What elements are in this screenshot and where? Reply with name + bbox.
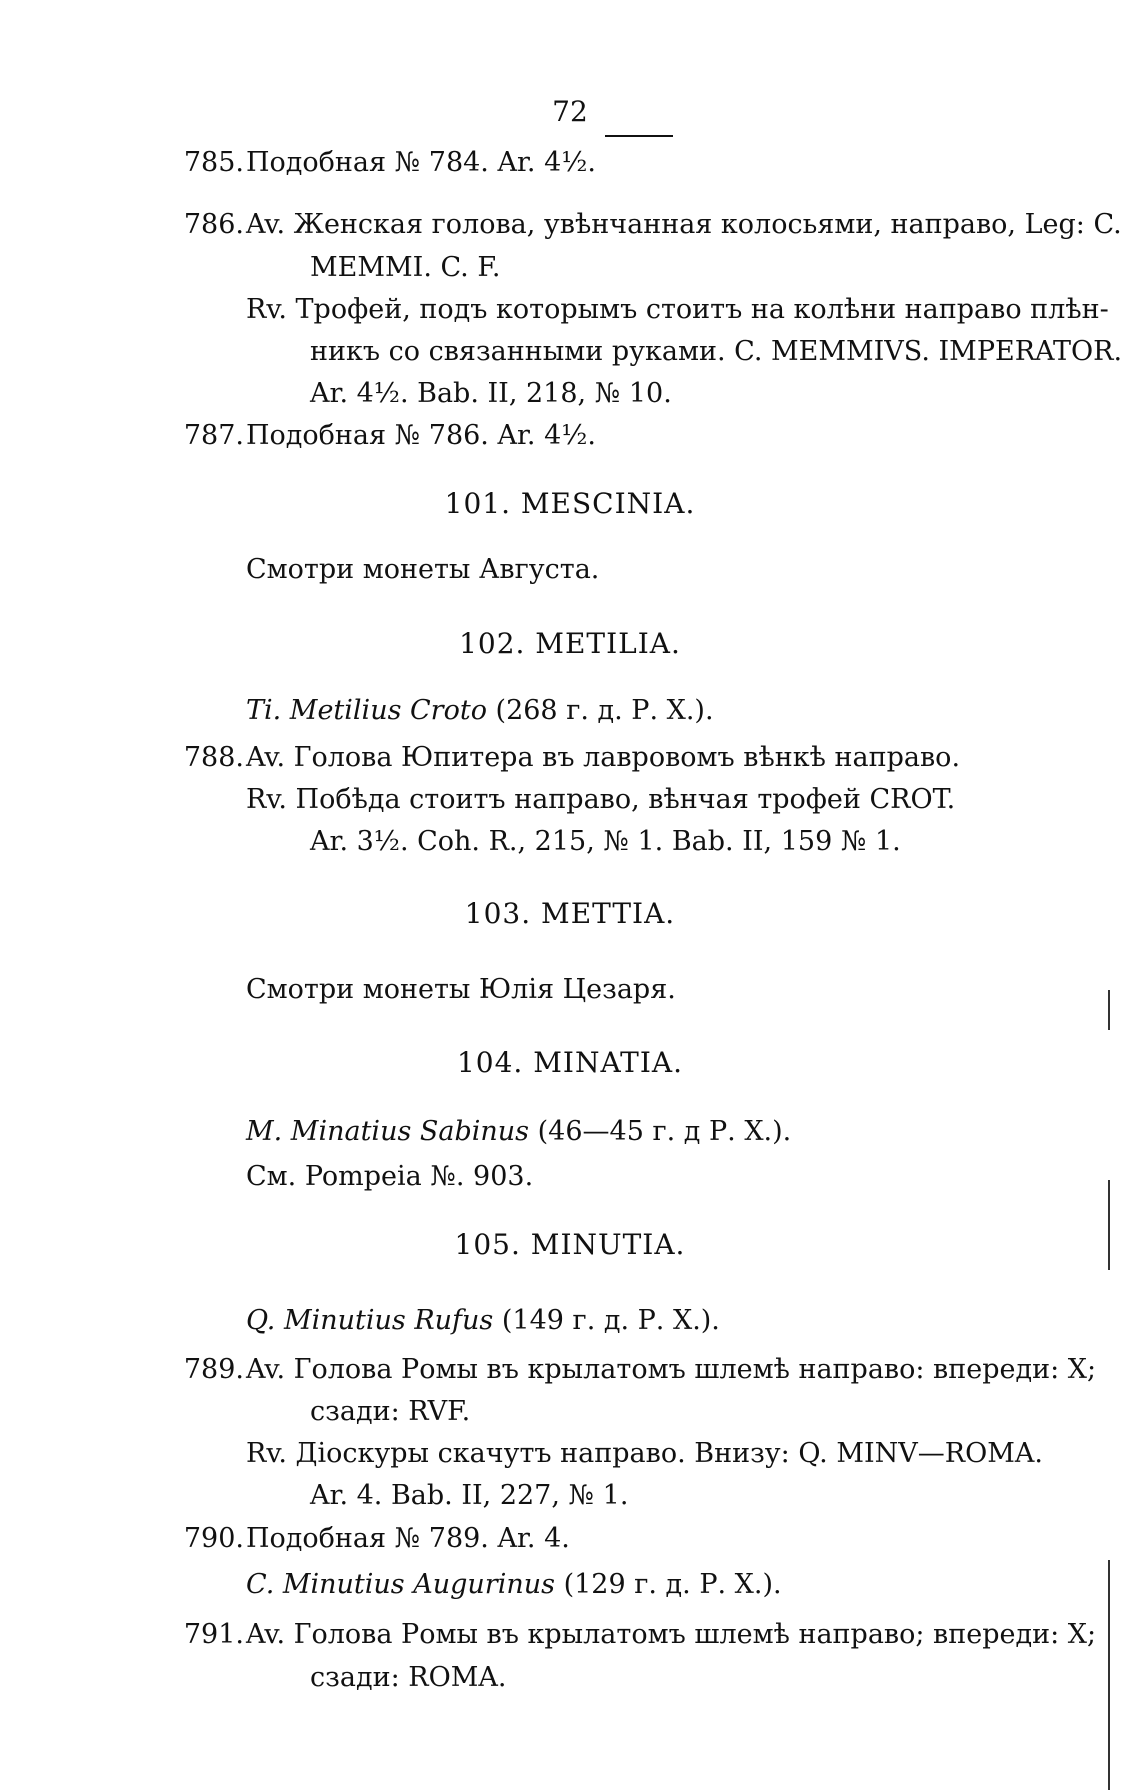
entry-text: Rv. Побѣда стоитъ направо, вѣнчая трофей CROT. (246, 784, 956, 815)
entry-number: 787. (183, 420, 244, 451)
moneyer-name: Ti. Metilius Croto (246, 695, 487, 726)
section-heading-102: 102. METILIA. (459, 627, 681, 660)
entry-text: Av. Голова Ромы въ крылатомъ шлемѣ направо; впереди: X; (246, 1619, 1097, 1650)
scan-margin-line (1108, 1180, 1110, 1270)
entry-text: сзади: RVF. (310, 1396, 471, 1427)
entry-text: MEMMI. C. F. (310, 252, 501, 283)
moneyer-date: (268 г. д. Р. Х.). (495, 695, 714, 726)
entry-text: Av. Голова Ромы въ крылатомъ шлемѣ направо: впереди: X; (246, 1354, 1097, 1385)
entry-text: сзади: ROMA. (310, 1662, 507, 1693)
entry-text: См. Pompeia №. 903. (246, 1161, 534, 1192)
entry-number: 791. (183, 1619, 244, 1650)
entry-text: Av. Женская голова, увѣнчанная колосьями, направо, Leg: C. (246, 209, 1122, 240)
entry-number: 790. (183, 1523, 244, 1554)
entry-text: Ar. 4½. Bab. II, 218, № 10. (310, 378, 672, 409)
entry-text: Ar. 3½. Coh. R., 215, № 1. Bab. II, 159 № 1. (310, 826, 901, 857)
moneyer-name: M. Minatius Sabinus (246, 1116, 530, 1147)
entry-number: 785. (183, 147, 244, 178)
entry-text: никъ со связанными руками. C. MEMMIVS. IMPERATOR. (310, 336, 1123, 367)
entry-text: Подобная № 789. Ar. 4. (246, 1523, 570, 1554)
scan-margin-line (1108, 1560, 1110, 1790)
entry-text: Подобная № 784. Ar. 4½. (246, 147, 597, 178)
section-heading-104: 104. MINATIA. (456, 1046, 684, 1079)
section-heading-105: 105. MINUTIA. (454, 1228, 686, 1261)
moneyer-date: (129 г. д. Р. Х.). (563, 1569, 782, 1600)
moneyer-date: (149 г. д. Р. Х.). (501, 1305, 720, 1336)
scan-margin-line (1108, 990, 1110, 1030)
entry-text: Смотри монеты Юлія Цезаря. (246, 974, 676, 1005)
section-heading-103: 103. METTIA. (464, 897, 676, 930)
moneyer-name: Q. Minutius Rufus (246, 1305, 494, 1336)
page-number-rule (605, 135, 673, 137)
moneyer-name: C. Minutius Augurinus (246, 1569, 555, 1600)
page-number: 72 (552, 95, 588, 128)
entry-number: 789. (183, 1354, 244, 1385)
entry-text: Подобная № 786. Ar. 4½. (246, 420, 597, 451)
section-heading-101: 101. MESCINIA. (444, 487, 696, 520)
moneyer-date: (46—45 г. д Р. Х.). (537, 1116, 792, 1147)
entry-number: 786. (183, 209, 244, 240)
entry-text: Rv. Діоскуры скачутъ направо. Внизу: Q. MINV—ROMA. (246, 1438, 1043, 1469)
entry-text: Смотри монеты Августа. (246, 554, 600, 585)
entry-text: Av. Голова Юпитера въ лавровомъ вѣнкѣ направо. (246, 742, 961, 773)
entry-text: Rv. Трофей, подъ которымъ стоитъ на колѣни направо плѣн- (246, 294, 1109, 325)
entry-number: 788. (183, 742, 244, 773)
entry-text: Ar. 4. Bab. II, 227, № 1. (310, 1480, 629, 1511)
